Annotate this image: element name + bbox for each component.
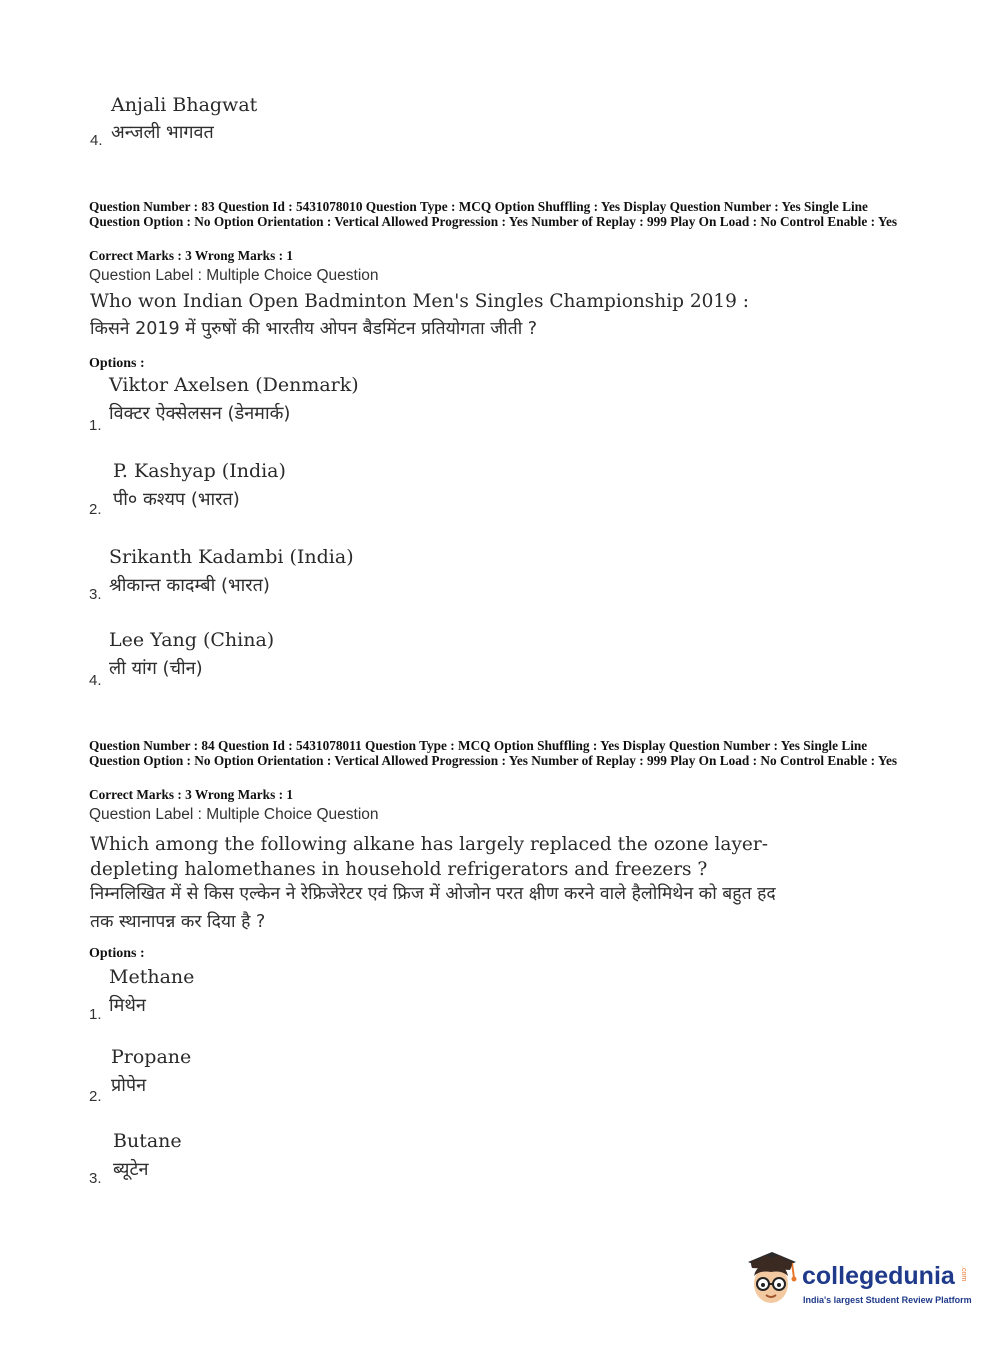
option-text-hi: विक्टर ऐक्सेलसन (डेनमार्क) bbox=[109, 403, 291, 424]
option-number: 1. bbox=[89, 1006, 102, 1023]
question-meta: Question Number : 83 Question Id : 5431078010 Question Type : MCQ Option Shuffling : Yes Display Question Number : Yes Single Line Question Option : No Option Orientation : Vertical Allowed Progression : Yes Number of Replay : 999 Play On Load : No Control Enable : Yes bbox=[89, 199, 898, 229]
logo-wordmark: collegedunia bbox=[802, 1262, 955, 1290]
options-title: Options : bbox=[89, 356, 145, 371]
question-text-hi: किसने 2019 में पुरुषों की भारतीय ओपन बैडमिंटन प्रतियोगता जीती ? bbox=[90, 319, 538, 339]
option-text-hi: मिथेन bbox=[109, 995, 146, 1016]
question-label: Question Label : Multiple Choice Question bbox=[89, 806, 379, 823]
option-text-en: Srikanth Kadambi (India) bbox=[109, 546, 354, 568]
option-text-hi: प्रोपेन bbox=[111, 1075, 147, 1096]
option-text-en: Viktor Axelsen (Denmark) bbox=[109, 374, 359, 396]
collegedunia-logo[interactable] bbox=[742, 1248, 972, 1312]
logo-com: .com bbox=[960, 1266, 967, 1282]
option-text-hi: पी० कश्यप (भारत) bbox=[113, 489, 240, 510]
option-text-en: Methane bbox=[109, 966, 195, 988]
question-text-hi: निम्नलिखित में से किस एल्केन ने रेफ्रिजेरेटर एवं फ्रिज में ओजोन परत क्षीण करने वाले हैलोमिथेन को बहुत हद तक स्थानापन्न कर दिया है ? bbox=[90, 884, 776, 932]
mascot-icon bbox=[742, 1250, 800, 1310]
option-text-en: Anjali Bhagwat bbox=[111, 94, 258, 116]
question-text-en: Who won Indian Open Badminton Men's Singles Championship 2019 : bbox=[90, 291, 750, 312]
option-number: 2. bbox=[89, 501, 102, 518]
option-text-en: Propane bbox=[111, 1046, 192, 1068]
option-text-en: Butane bbox=[113, 1130, 182, 1152]
option-number: 2. bbox=[89, 1088, 102, 1105]
option-number: 3. bbox=[89, 586, 102, 603]
option-number: 1. bbox=[89, 417, 102, 434]
marks-info: Correct Marks : 3 Wrong Marks : 1 bbox=[89, 787, 293, 802]
option-number: 3. bbox=[89, 1170, 102, 1187]
marks-info: Correct Marks : 3 Wrong Marks : 1 bbox=[89, 248, 293, 263]
option-text-hi: ली यांग (चीन) bbox=[109, 658, 203, 679]
option-text-en: Lee Yang (China) bbox=[109, 629, 275, 651]
option-number: 4. bbox=[89, 672, 102, 689]
options-title: Options : bbox=[89, 946, 145, 961]
question-text-en: Which among the following alkane has largely replaced the ozone layer-depleting halomethanes in household refrigerators and freezers ? bbox=[90, 834, 768, 880]
logo-tagline: India's largest Student Review Platform bbox=[803, 1295, 972, 1305]
option-text-hi: ब्यूटेन bbox=[113, 1159, 149, 1180]
option-text-en: P. Kashyap (India) bbox=[113, 460, 286, 482]
option-number: 4. bbox=[90, 132, 103, 149]
question-meta: Question Number : 84 Question Id : 5431078011 Question Type : MCQ Option Shuffling : Yes Display Question Number : Yes Single Line Question Option : No Option Orientation : Vertical Allowed Progression : Yes Number of Replay : 999 Play On Load : No Control Enable : Yes bbox=[89, 738, 898, 768]
option-text-hi: श्रीकान्त कादम्बी (भारत) bbox=[109, 575, 270, 596]
question-label: Question Label : Multiple Choice Question bbox=[89, 267, 379, 284]
option-text-hi: अन्जली भागवत bbox=[111, 122, 214, 143]
